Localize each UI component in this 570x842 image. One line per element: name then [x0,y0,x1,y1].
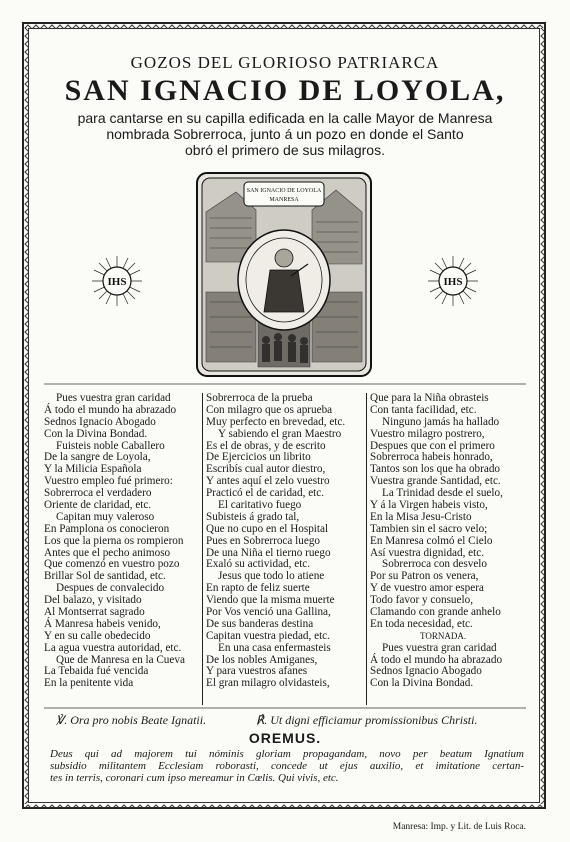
verse-column-3 [370,393,530,690]
verse-line: Pues vuestra gran caridad [56,392,171,404]
verse-line: Los que la pierna os rompieron [44,534,184,547]
verse-line: El gran milagro olvidasteis, [206,677,330,690]
verse-line: Con milagro que os aprueba [206,403,333,416]
verse-line: Vuestro milagro postrero, [370,427,485,440]
title-line-2: SAN IGNACIO DE LOYOLA, [64,74,506,107]
verse-line: En una casa enfermasteis [218,641,331,654]
verse-line: En la Misa Jesu-Cristo [370,510,472,523]
column-divider [366,393,367,705]
verse-line: La Trinidad desde el suelo, [382,487,503,500]
verse-line: Pues vuestra gran caridad [382,641,497,654]
verse-line: Y antes aquí el zelo vuestro [206,475,330,488]
verse-line: Que para la Niña obrasteis [370,392,489,404]
verse-line: Capitan vuestra piedad, etc. [206,629,330,642]
prayer-line: Deus qui ad majorem tui nóminis gloriam propagandam, novo per beatum Ignatium [50,748,524,760]
verse-line: Vuestra grande Santidad, etc. [370,475,501,488]
verse-line: En Pamplona os conocieron [44,522,170,535]
versicle: ℣. Ora pro nobis Beate Ignatii. [56,713,207,727]
verse-line: Sednos Ignacio Abogado [44,415,156,428]
verse-line: El caritativo fuego [218,499,302,512]
verse-line: La Tebaida fué vencida [44,665,149,678]
verse-line: Y la Milicia Española [44,463,142,476]
oremus-heading: OREMUS. [248,730,322,746]
verse-line: Exaló su actividad, etc. [206,558,311,571]
verse-line: Tantos son los que ha obrado [370,463,501,476]
verse-line: Vuestro empleo fué primero: [44,475,173,488]
verse-line: Y para vuestros afanes [206,665,308,678]
verse-line: Clamando con grande anhelo [370,606,501,619]
verse-line: Á todo el mundo ha abrazado [44,403,177,416]
verse-column-1 [44,393,202,690]
verse-line: De los nobles Amiganes, [206,653,318,666]
verse-line: Que no cupo en el Hospital [206,522,329,535]
verse-line: Brillar Sol de santidad, etc. [44,570,166,583]
verse-line: De la sangre de Loyola, [44,451,151,464]
verse-line: Jesus que todo lo atiene [218,570,325,583]
prayer-line: subsidio militantem Ecclesiam roborasti, concede ut ejus auxilio, et imitatione certan- [50,760,524,772]
verse-column-2 [206,393,363,690]
verse-line: Oriente de claridad, etc. [44,499,152,512]
verse-line: Todo favor y consuelo, [370,594,473,607]
ihs-monogram: IHS [443,276,463,288]
verse-line: Escribís cual autor diestro, [206,463,326,476]
verse-line: Y de vuestro amor espera [370,582,484,595]
prayer-line: tes in terris, coronari cum ipso mereamur in Cœlis. Qui vivis, etc. [50,772,339,784]
verse-line: Es el de obras, y de escrito [206,439,326,452]
verse-line: Practicó el de caridad, etc. [206,487,325,500]
verse-line: La agua vuestra autoridad, etc. [44,641,182,654]
response: ℟. Ut digni efficiamur promissionibus Christi. [256,713,478,727]
verse-line: Sobrerroca de la prueba [206,392,313,404]
verse-line: Sednos Ignacio Abogado [370,665,482,678]
ihs-medallion-right [428,256,478,306]
verse-line: Por Vos venció una Gallina, [206,606,331,619]
verse-line: Que de Manresa en la Cueva [56,653,185,666]
verse-line: Subisteis á grado tal, [206,510,300,523]
subtitle [40,110,530,158]
verse-line: Así vuestra dignidad, etc. [370,546,485,559]
verse-line: Despues que con el primero [370,439,495,452]
woodcut-banner-line-1: SAN IGNACIO DE LOYOLA [246,188,322,194]
verse-line: En la penitente vida [44,677,134,690]
title-line-1: GOZOS DEL GLORIOSO PATRIARCA [130,53,440,72]
subtitle-line: para cantarse en su capilla edificada en la calle Mayor de Manresa [77,110,493,126]
verse-line: Por su Patron os venera, [370,570,479,583]
ihs-medallion-left [92,256,142,306]
verse-line: Sobrerroca con desvelo [382,558,487,571]
verse-line: De sus banderas destina [206,617,314,630]
verse-line: En Manresa colmó el Cielo [370,534,493,547]
verse-line: Tambien sin el sacro velo; [370,522,488,535]
verse-line: Muy perfecto en brevedad, etc. [206,415,346,428]
verse-line: Á todo el mundo ha abrazado [370,653,503,666]
verse-line: En toda necesidad, etc. [370,617,473,630]
verse-line: Capitan muy valeroso [56,510,155,523]
verse-line: Con tanta facilidad, etc. [370,403,477,416]
verse-line: Pues en Sobrerroca luego [206,534,321,547]
printer-imprint: Manresa: Imp. y Lit. de Luis Roca. [392,822,526,832]
verse-line: Viendo que la misma muerte [206,594,335,607]
verse-line: De una Niña el tierno ruego [206,546,331,559]
verse-line: Sobrerroca el verdadero [44,487,152,500]
verse-line: Y á la Virgen habeis visto, [370,499,488,512]
saint-ignatius-woodcut [196,172,372,377]
verse-line: Á Manresa habeis venido, [44,617,161,630]
verse-line: Con la Divina Bondad. [370,677,474,690]
verse-line: En rapto de feliz suerte [206,582,310,595]
verse-line: Sobrerroca habeis honrado, [370,451,493,464]
verse-line: Y sabiendo el gran Maestro [218,427,342,440]
ihs-monogram: IHS [107,276,127,288]
verse-line: Fuisteis noble Caballero [56,439,165,452]
verse-line: Con la Divina Bondad. [44,427,148,440]
prayer [50,748,524,784]
verse-line: Antes que el pecho animoso [44,546,171,559]
verse-line: Despues de convalecido [56,582,165,595]
woodcut-banner-line-2: MANRESA [269,197,299,203]
subtitle-line: nombrada Sobrerroca, junto á un pozo en donde el Santo [106,126,464,142]
verse-line: Al Montserrat sagrado [44,606,145,619]
column-divider [202,393,203,705]
verse-line: De Ejercicios un librito [206,451,311,464]
verse-line: Que comenzó en vuestro pozo [44,558,180,571]
verse-line: Y en su calle obedecido [44,629,151,642]
verse-line: Ninguno jamás ha hallado [382,415,500,428]
verse-line: Del balazo, y visitado [44,594,142,607]
tornada-heading: TORNADA. [420,630,467,641]
subtitle-line: obró el primero de sus milagros. [185,142,385,158]
